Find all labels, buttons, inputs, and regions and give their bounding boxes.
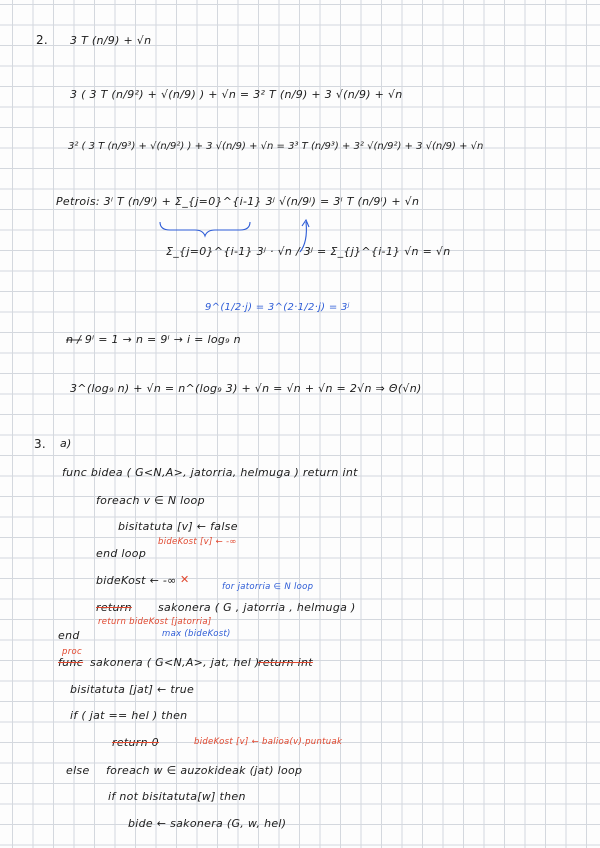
p2-line-5: Σ_{j=0}^{i-1} 3ʲ · √n / 3ʲ = Σ_{j}^{i-1} √n = √n: [166, 245, 451, 258]
p2-line-6: n / 9ⁱ = 1 → n = 9ⁱ → i = log₉ n: [66, 333, 241, 346]
p3-line-sakonera-call: sakonera ( G , jatorria , helmuga ): [158, 601, 356, 614]
p2-line-2: 3 ( 3 T (n/9²) + √(n/9) ) + √n = 3² T (n/9) + 3 √(n/9) + √n: [70, 88, 403, 101]
p3-correction-puntuak: bideKost [v] ← balioa(v).puntuak: [194, 737, 343, 747]
p3-correction-bidekost-init: bideKost [v] ← -∞: [158, 537, 237, 547]
p3-note-for-loop: for jatorria ∈ N loop: [222, 582, 314, 592]
p2-line-4: Petrois: 3ⁱ T (n/9ⁱ) + Σ_{j=0}^{i-1} 3ʲ √(n/9ʲ) = 3ⁱ T (n/9ⁱ) + √n: [56, 195, 420, 208]
p2-exponent-note: 9^(1/2·j) = 3^(2·1/2·j) = 3ʲ: [205, 302, 350, 313]
p3-line-return-struck: return: [96, 601, 132, 614]
p3-line-foreach: foreach v ∈ N loop: [96, 494, 205, 507]
p3-line-foreach-w: foreach w ∈ auzokideak (jat) loop: [106, 764, 303, 777]
underbrace-mark: [160, 222, 250, 236]
cross-mark-icon: ✕: [180, 573, 190, 586]
p3-note-max: max (bideKost): [162, 629, 231, 639]
arrow-up-mark: [300, 222, 306, 252]
problem-2-number: 2.: [36, 33, 49, 47]
problem-3-part: a): [60, 437, 72, 450]
p3-line-if-not: if not bisitatuta[w] then: [108, 790, 246, 803]
p2-line-3: 3² ( 3 T (n/9³) + √(n/9²) ) + 3 √(n/9) + √n = 3³ T (n/9³) + 3² √(n/9²) + 3 √(n/9) + √n: [68, 141, 484, 152]
p3-line-else: else: [66, 764, 90, 777]
p3-line-if: if ( jat == hel ) then: [70, 709, 188, 722]
p3-line-return-int-struck: return int: [258, 656, 313, 669]
p3-line-return-0-struck: return 0: [112, 736, 159, 749]
p3-line-end-loop: end loop: [96, 547, 147, 560]
p3-correction-proc: proc: [62, 647, 82, 657]
p3-line-func-struck: func: [58, 656, 84, 669]
p3-line-bidekost: bideKost ← -∞: [96, 574, 177, 587]
p3-line-bisitatuta: bisitatuta [v] ← false: [118, 520, 238, 533]
p3-line-func: func bidea ( G<N,A>, jatorria, helmuga ) return int: [62, 466, 358, 479]
problem-3-number: 3.: [34, 437, 47, 451]
p2-line-7: 3^(log₉ n) + √n = n^(log₉ 3) + √n = √n + √n = 2√n ⇒ Θ(√n): [70, 382, 422, 395]
p3-line-sakonera-def: sakonera ( G<N,A>, jat, hel ): [90, 656, 260, 669]
p3-line-end: end: [58, 629, 80, 642]
p3-correction-return-bidekost: return bideKost [jatorria]: [98, 617, 212, 627]
p2-line-1: 3 T (n/9) + √n: [70, 34, 152, 47]
p3-line-bisitatuta-jat: bisitatuta [jat] ← true: [70, 683, 195, 696]
p3-line-bide: bide ← sakonera (G, w, hel): [128, 817, 287, 830]
arrow-head-mark: [302, 220, 309, 227]
